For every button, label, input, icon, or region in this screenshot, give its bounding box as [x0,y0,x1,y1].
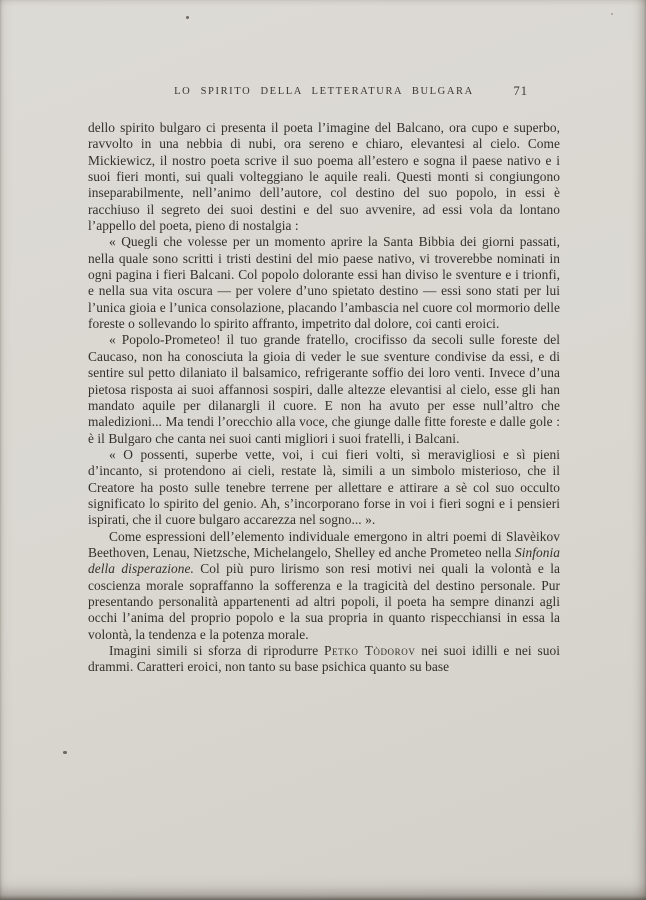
paragraph [88,332,560,446]
text-segment: dello spirito bulgaro ci presenta il poeta l’imagine del Balcano, ora cupo e superbo, ravvolto in una nebbia di nubi, ora sereno e chiaro, elevantesi al cielo. Come Mickiewicz, il nostro poeta scrive il suo poema all’estero e sogna il paese nativo e i suoi fieri monti, sui quali volteggiano le aquile reali. Questi monti si congiungono inseparabilmente, nell’animo dell’autore, col destino del suo popolo, in essi è racchiuso il segreto dei suoi destini e del suo avvenire, ad essi vola da lontano l’appello del poeta, pieno di nostalgia : [88,120,560,234]
paragraph [88,529,560,643]
smallcaps-person-name: Petko Tòdorov [324,643,416,658]
text-segment: « Quegli che volesse per un momento aprire la Santa Bibbia dei giorni passati, nella quale sono scritti i tristi destini del mio paese nativo, vi troverebbe nominati in ogni pagina i fieri Balcani. Col popolo dolorante essi han diviso le sventure e i trionfi, e nella sua vita oscura — per volere d’uno spietato destino — essi sono stati per lui l’unica gioia e l’unica consolazione, placando l’ambascia nel cuore col mormorio delle foreste o sollevando lo spirito affranto, impetrito dal dolore, coi canti eroici. [88,234,560,332]
text-block [88,120,560,676]
text-segment: Col più puro lirismo son resi motivi nei quali la volontà e la coscienza morale sopraffanno la sofferenza e la tragicità del destino personale. Pur presentando personalità appartenenti ad altri popoli, il poeta ha sempre dinanzi agli occhi l’anima del proprio popolo e la sua propria in quanto rispecchiansi in essa la volontà, la tendenza e la potenza morale. [88,561,561,642]
paragraph [88,643,560,676]
running-head [88,86,560,102]
paragraph [88,447,560,529]
scan-speck [63,751,67,754]
text-segment: Imagini simili si sforza di riprodurre [109,643,325,658]
page-number: 71 [513,84,528,98]
scan-speck [611,13,613,15]
italic-title-text: Sinfonia della disperazione. [88,544,560,577]
running-head-title: LO SPIRITO DELLA LETTERATURA BULGARA [174,86,474,97]
scan-speck [186,16,189,19]
paragraph [88,120,560,234]
paragraph [88,234,560,332]
text-segment: nei suoi idilli e nei suoi drammi. Caratteri eroici, non tanto su base psichica quanto su base [88,643,560,675]
text-segment: Come espressioni dell’elemento individuale emergono in altri poemi di Slavèikov Beethoven, Lenau, Nietzsche, Michelangelo, Shelley ed anche Prometeo nella [88,528,560,560]
text-segment: « O possenti, superbe vette, voi, i cui fieri volti, sì meravigliosi e sì pieni d’incanto, si protendono ai cieli, restate là, simili a un simbolo misterioso, che il Creatore ha posto sulle tenebre terrene per allettare e attirare a sè col suo occulto significato lo spirito del genio. Ah, s’incorporano forse in voi i fieri sogni e i pensieri ispirati, che il cuore bulgaro accarezza nel sogno... ». [88,446,560,528]
text-segment: « Popolo-Prometeo! il tuo grande fratello, crocifisso da secoli sulle foreste del Caucaso, non ha conosciuta la gioia di veder le sue sventure condivise da essi, e di sentire sul petto dilaniato il balsamico, refrigerante soffio dei loro venti. Invece d’una pietosa risposta ai suoi affannosi sospiri, dalle altezze elevantisi al cielo, esse gli han mandato aquile per dilanargli il cuore. E non ha avuto per esse null’altro che maledizioni... Ma tendi l’orecchio alla voce, che giunge dalle fitte foreste e dalle gole : è il Bulgaro che canta nei suoi canti migliori i suoi fratelli, i Balcani. [88,332,560,446]
